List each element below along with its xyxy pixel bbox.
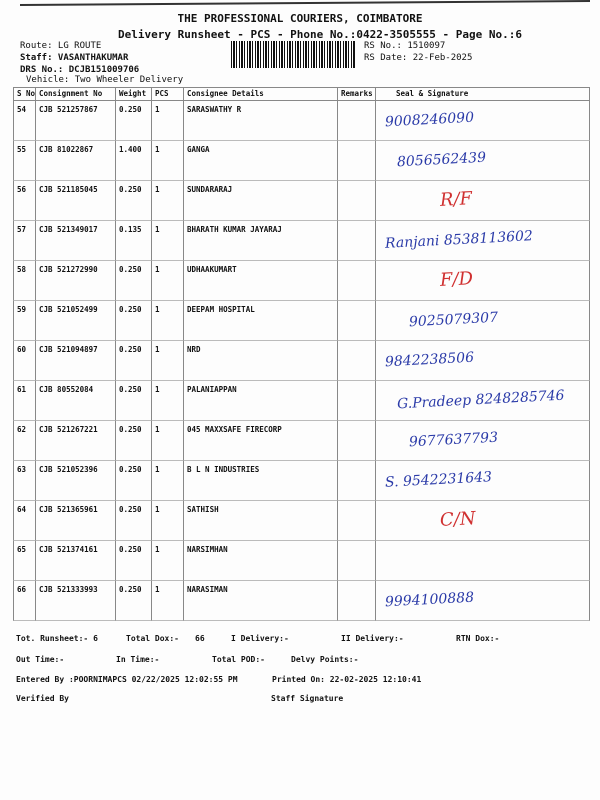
cell-consignment-no: CJB 521257867 xyxy=(36,101,116,141)
cell-remarks xyxy=(338,181,376,221)
delvy-points: Delvy Points:- xyxy=(291,655,359,664)
handwritten-signature: 8056562439 xyxy=(396,149,487,171)
cell-remarks xyxy=(338,261,376,301)
rs-number: RS No.: 1510097 xyxy=(364,41,446,51)
cell-pcs: 1 xyxy=(152,421,184,461)
cell-pcs: 1 xyxy=(152,301,184,341)
col-seal-signature: Seal & Signature xyxy=(376,88,590,101)
company-title: THE PROFESSIONAL COURIERS, COIMBATORE xyxy=(177,12,423,25)
cell-weight: 0.250 xyxy=(116,341,152,381)
cell-pcs: 1 xyxy=(152,181,184,221)
cell-consignment-no: CJB 521267221 xyxy=(36,421,116,461)
cell-pcs: 1 xyxy=(152,541,184,581)
cell-weight: 0.250 xyxy=(116,381,152,421)
rtn-dox: RTN Dox:- xyxy=(456,634,500,643)
cell-weight: 0.250 xyxy=(116,181,152,221)
cell-pcs: 1 xyxy=(152,101,184,141)
cell-sno: 58 xyxy=(13,261,36,301)
cell-weight: 0.250 xyxy=(116,261,152,301)
cell-consignee-name: SUNDARARAJ xyxy=(184,181,338,221)
i-delivery: I Delivery:- xyxy=(231,634,289,643)
cell-consignment-no: CJB 521185045 xyxy=(36,181,116,221)
cell-pcs: 1 xyxy=(152,141,184,181)
cell-weight: 0.250 xyxy=(116,581,152,621)
cell-consignee-name: GANGA xyxy=(184,141,338,181)
cell-consignment-no: CJB 521333993 xyxy=(36,581,116,621)
cell-weight: 0.250 xyxy=(116,501,152,541)
drs-number: DRS No.: DCJB151009706 xyxy=(20,65,140,75)
cell-consignment-no: CJB 521365961 xyxy=(36,501,116,541)
cell-pcs: 1 xyxy=(152,381,184,421)
staff: Staff: VASANTHAKUMAR xyxy=(20,53,129,63)
cell-pcs: 1 xyxy=(152,581,184,621)
entered-by: Entered By :POORNIMAPCS 02/22/2025 12:02:55 PM xyxy=(16,675,238,684)
cell-consignment-no: CJB 521349017 xyxy=(36,221,116,261)
in-time: In Time:- xyxy=(116,655,160,664)
col-remarks: Remarks xyxy=(338,88,376,101)
cell-consignment-no: CJB 521374161 xyxy=(36,541,116,581)
cell-sno: 60 xyxy=(13,341,36,381)
col-consignment: Consignment No xyxy=(36,88,116,101)
cell-seal-signature xyxy=(376,181,590,221)
cell-sno: 59 xyxy=(13,301,36,341)
handwritten-signature: S. 9542231643 xyxy=(384,469,493,491)
cell-weight: 0.250 xyxy=(116,101,152,141)
cell-consignee-name: PALANIAPPAN xyxy=(184,381,338,421)
rs-date: RS Date: 22-Feb-2025 xyxy=(364,53,473,63)
cell-sno: 56 xyxy=(13,181,36,221)
cell-sno: 64 xyxy=(13,501,36,541)
cell-pcs: 1 xyxy=(152,501,184,541)
cell-remarks xyxy=(338,461,376,501)
cell-seal-signature xyxy=(376,261,590,301)
handwritten-signature: G.Pradeep 8248285746 xyxy=(396,387,565,413)
total-dox-label: Total Dox:- xyxy=(126,634,179,643)
cell-sno: 62 xyxy=(13,421,36,461)
cell-pcs: 1 xyxy=(152,341,184,381)
cell-seal-signature xyxy=(376,541,590,581)
route: Route: LG ROUTE xyxy=(20,41,102,51)
runsheet-subtitle: Delivery Runsheet - PCS - Phone No.:0422-3505555 - Page No.:6 xyxy=(118,28,522,41)
page-edge-line xyxy=(20,0,590,6)
cell-consignee-name: B L N INDUSTRIES xyxy=(184,461,338,501)
cell-consignment-no: CJB 80552084 xyxy=(36,381,116,421)
col-consignee: Consignee Details xyxy=(184,88,338,101)
barcode xyxy=(231,41,355,68)
printed-on: Printed On: 22-02-2025 12:10:41 xyxy=(272,675,422,684)
cell-remarks xyxy=(338,581,376,621)
handwritten-signature: 9008246090 xyxy=(384,109,475,131)
cell-seal-signature xyxy=(376,501,590,541)
delivery-table xyxy=(13,87,590,621)
cell-consignee-name: NRD xyxy=(184,341,338,381)
cell-remarks xyxy=(338,221,376,261)
handwritten-signature: 9994100888 xyxy=(384,589,475,611)
cell-consignee-name: 045 MAXXSAFE FIRECORP xyxy=(184,421,338,461)
cell-consignee-name: NARASIMAN xyxy=(184,581,338,621)
col-sno: S No xyxy=(13,88,36,101)
cell-sno: 55 xyxy=(13,141,36,181)
cell-weight: 0.250 xyxy=(116,541,152,581)
handwritten-signature: C/N xyxy=(439,508,477,531)
cell-consignment-no: CJB 521094897 xyxy=(36,341,116,381)
cell-consignee-name: BHARATH KUMAR JAYARAJ xyxy=(184,221,338,261)
cell-consignment-no: CJB 521272990 xyxy=(36,261,116,301)
cell-consignment-no: CJB 81022867 xyxy=(36,141,116,181)
cell-sno: 57 xyxy=(13,221,36,261)
cell-sno: 63 xyxy=(13,461,36,501)
staff-signature: Staff Signature xyxy=(271,694,344,703)
cell-remarks xyxy=(338,541,376,581)
cell-remarks xyxy=(338,101,376,141)
cell-sno: 65 xyxy=(13,541,36,581)
cell-pcs: 1 xyxy=(152,261,184,301)
cell-weight: 0.250 xyxy=(116,421,152,461)
cell-consignee-name: UDHAAKUMART xyxy=(184,261,338,301)
cell-consignee-name: SATHISH xyxy=(184,501,338,541)
out-time: Out Time:- xyxy=(16,655,65,664)
cell-weight: 0.250 xyxy=(116,301,152,341)
cell-remarks xyxy=(338,301,376,341)
cell-remarks xyxy=(338,421,376,461)
cell-remarks xyxy=(338,501,376,541)
col-weight: Weight xyxy=(116,88,152,101)
total-dox-value: 66 xyxy=(195,634,205,643)
cell-sno: 66 xyxy=(13,581,36,621)
total-pod: Total POD:- xyxy=(212,655,265,664)
cell-weight: 1.400 xyxy=(116,141,152,181)
cell-consignment-no: CJB 521052396 xyxy=(36,461,116,501)
vehicle: Vehicle: Two Wheeler Delivery xyxy=(26,75,184,85)
cell-consignment-no: CJB 521052499 xyxy=(36,301,116,341)
cell-pcs: 1 xyxy=(152,461,184,501)
handwritten-signature: 9677637793 xyxy=(408,429,499,451)
tot-runsheet: Tot. Runsheet:- 6 xyxy=(16,634,98,643)
handwritten-signature: 9842238506 xyxy=(384,349,475,371)
cell-remarks xyxy=(338,141,376,181)
col-pcs: PCS xyxy=(152,88,184,101)
cell-weight: 0.250 xyxy=(116,461,152,501)
handwritten-signature: Ranjani 8538113602 xyxy=(384,228,534,252)
cell-remarks xyxy=(338,341,376,381)
verified-by: Verified By xyxy=(16,694,69,703)
cell-consignee-name: NARSIMHAN xyxy=(184,541,338,581)
ii-delivery: II Delivery:- xyxy=(341,634,404,643)
cell-weight: 0.135 xyxy=(116,221,152,261)
handwritten-signature: 9025079307 xyxy=(408,309,499,331)
cell-pcs: 1 xyxy=(152,221,184,261)
cell-remarks xyxy=(338,381,376,421)
cell-consignee-name: SARASWATHY R xyxy=(184,101,338,141)
cell-consignee-name: DEEPAM HOSPITAL xyxy=(184,301,338,341)
cell-sno: 61 xyxy=(13,381,36,421)
handwritten-signature: R/F xyxy=(439,188,473,211)
cell-sno: 54 xyxy=(13,101,36,141)
handwritten-signature: F/D xyxy=(439,268,474,291)
